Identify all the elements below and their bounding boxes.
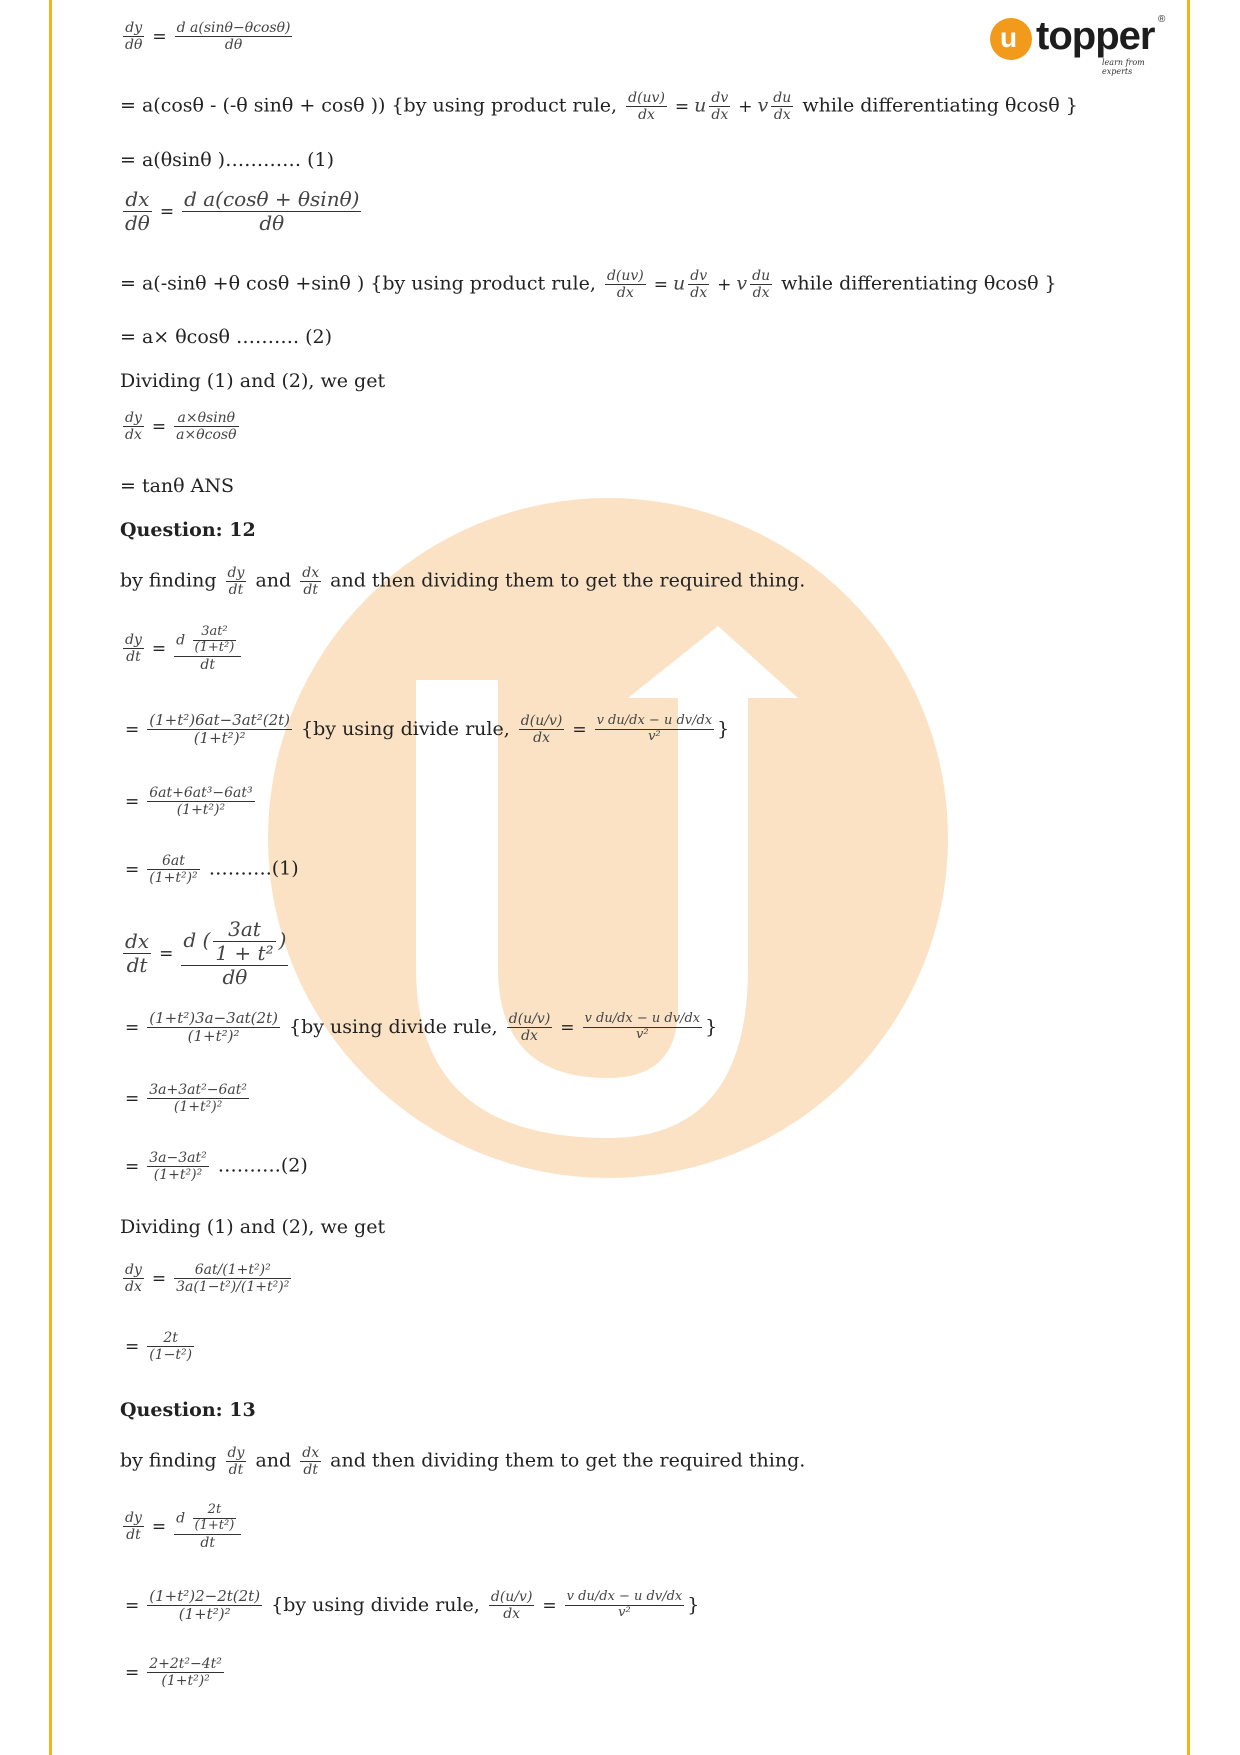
logo-circle-icon: u	[990, 18, 1032, 60]
q12-dy-dx: $\frac{dy}{dx}$ = $\frac{\text{6at/(1+t²)²}}{\text{3a(1−t²)/(1+t²)²}}$	[125, 1262, 290, 1296]
q12-answer: = $\frac{2t}{\text{(1−t²)}}$	[125, 1330, 193, 1364]
logo-text: topper	[1036, 14, 1155, 58]
q13-dy-dt: $\frac{dy}{dt}$ = d $\frac{2t}{\text{(1+t²)}}$ dt	[120, 1503, 244, 1551]
result-2: = a× θcosθ ………. (2)	[120, 326, 332, 348]
q13-step-2: = $\frac{\text{2+2t²−4t²}}{\text{(1+t²)²}}$	[125, 1656, 222, 1690]
dividing-text: Dividing (1) and (2), we get	[120, 370, 386, 392]
question-13-heading: Question: 13	[120, 1399, 256, 1421]
dividing-text-2: Dividing (1) and (2), we get	[120, 1216, 386, 1238]
q12-step-1: = $\frac{\text{(1+t²)6at−3at²(2t)}}{\text{(1+t²)²}}$ {by using divide rule, $\frac{d(u/v)}{dx}$ = $\frac{\text{v du/dx − u dv/dx}}{\text{v²}}$ }	[125, 711, 730, 748]
eq-dy-dtheta: $\frac{dy}{d\theta}$ = $\frac{\text{d a(sinθ−θcosθ)}}{d\theta}$	[125, 20, 291, 54]
result-1: = a(θsinθ )………… (1)	[120, 149, 335, 171]
q12-result-1: = $\frac{6at}{\text{(1+t²)²}}$ ……….(1)	[125, 853, 299, 887]
q12-step-2: = $\frac{\text{6at+6at³−6at³}}{\text{(1+t²)²}}$	[125, 785, 253, 819]
watermark-logo	[268, 498, 948, 1178]
q12-result-2: = $\frac{\text{3a−3at²}}{\text{(1+t²)²}}$ ……….(2)	[125, 1150, 308, 1184]
eq-dy-dx: $\frac{dy}{dx}$ = $\frac{a\times\theta\sin\theta}{a\times\theta\cos\theta}$	[125, 410, 237, 444]
q12-dx-dt: $\frac{dx}{dt}$ = d ( $\frac{3at}{\text{1 + t²}}$ ) dθ	[125, 917, 287, 989]
page-border-left	[49, 0, 52, 1755]
eq-dx-dtheta: $\frac{dx}{d\theta}$ = $\frac{\text{d a(cosθ + θsinθ)}}{d\theta}$	[125, 187, 360, 235]
utopper-logo: u topper ® learn from experts	[990, 14, 1170, 70]
product-rule-line-1: = a(cosθ - (-θ sinθ + cosθ )) {by using product rule, $\frac{d(uv)}{dx}$ = u $\frac{dv}{dx}$ + v $\frac{du}{dx}$ while differentiating θcosθ }	[120, 90, 1078, 124]
q13-step-1: = $\frac{\text{(1+t²)2−2t(2t)}}{\text{(1+t²)²}}$ {by using divide rule, $\frac{d(u/v)}{dx}$ = $\frac{\text{v du/dx − u dv/dx}}{\text{v²}}$ }	[125, 1587, 700, 1624]
answer-tan: = tanθ ANS	[120, 475, 234, 497]
question-12-heading: Question: 12	[120, 519, 256, 541]
q12-instruction: by finding $\frac{dy}{dt}$ and $\frac{dx}{dt}$ and then dividing them to get the required thing.	[120, 565, 806, 599]
page-border-right	[1187, 0, 1190, 1755]
product-rule-line-2: = a(-sinθ +θ cosθ +sinθ ) {by using product rule, $\frac{d(uv)}{dx}$ = u $\frac{dv}{dx}$ + v $\frac{du}{dx}$ while differentiating θcosθ }	[120, 268, 1057, 302]
q12-dy-dt: $\frac{dy}{dt}$ = d $\frac{\text{3at²}}{\text{(1+t²)}}$ dt	[120, 625, 244, 673]
q12-step-3: = $\frac{\text{(1+t²)3a−3at(2t)}}{\text{(1+t²)²}}$ {by using divide rule, $\frac{d(u/v)}{dx}$ = $\frac{\text{v du/dx − u dv/dx}}{\text{v²}}$ }	[125, 1009, 718, 1046]
q13-instruction: by finding $\frac{dy}{dt}$ and $\frac{dx}{dt}$ and then dividing them to get the required thing.	[120, 1445, 806, 1479]
q12-step-4: = $\frac{\text{3a+3at²−6at²}}{\text{(1+t²)²}}$	[125, 1082, 247, 1116]
